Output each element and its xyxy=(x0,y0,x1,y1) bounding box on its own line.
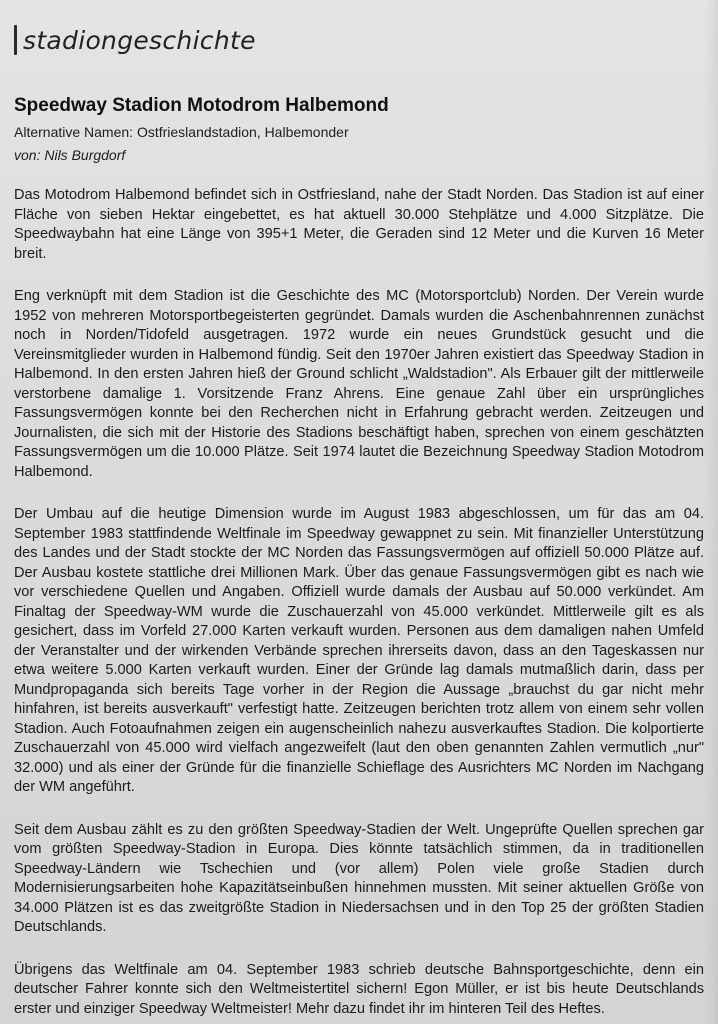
author-line: von: Nils Burgdorf xyxy=(14,147,126,163)
paragraph-expansion-1983: Der Umbau auf die heutige Dimension wurde im August 1983 abgeschlossen, um für das am 04. September 1983 stattfindende Weltfinale im Speedway gewappnet zu sein. Mit finanzieller Unterstützung des Landes und der Stadt stockte der MC Norden das Fassungsvermögen auf offiziell 50.000 Plätze auf. Der Ausbau kostete stattliche drei Millionen Mark. Über das genaue Fassungsvermögen gibt es nach wie vor verschiedene Quellen und Angaben. Offiziell wurde damals der Ausbau auf 50.000 verkündet. Am Finaltag der Speedway-WM wurde die Zuschauerzahl von 45.000 verkündet. Mittlerweile gilt es als gesichert, dass im Vorfeld 27.000 Karten verkauft wurden. Personen aus dem damaligen nahen Umfeld der Veranstalter und der wirkenden Verbände sprechen ihrerseits davon, dass an den Tageskassen nur etwa weitere 5.000 Karten verkauft wurden. Einer der Gründe lag damals mutmaßlich darin, dass per Mundpropaganda sich bereits Tage vorher in der Region die Aussage „brauchst du gar nicht mehr hinfahren, ist bereits ausverkauft" verfestigt hatte. Zeitzeugen berichten trotz allem von einem sehr vollen Stadion. Auch Fotoaufnahmen zeigen ein augenscheinlich nahezu ausverkauftes Stadion. Die kolportierte Zuschauerzahl von 45.000 wird vielfach angezweifelt (laut den oben genannten Zahlen vermutlich „nur" 32.000) und als einer der Gründe für die finanzielle Schieflage des Ausrichters MC Norden im Nachgang der WM angeführt. xyxy=(14,506,704,795)
section-header-text: stadiongeschichte xyxy=(23,25,256,55)
header-divider-bar xyxy=(14,25,17,55)
paragraph-world-final: Übrigens das Weltfinale am 04. September 1983 schrieb deutsche Bahnsportgeschichte, denn ein deutscher Fahrer konnte sich den Weltmeistertitel sichern! Egon Müller, er ist bis heute Deutschlands erster und einziger Speedway Weltmeister! Mehr dazu findet ihr im hinteren Teil des Heftes. xyxy=(14,961,704,1017)
alternative-names: Alternative Namen: Ostfrieslandstadion, Halbemonder xyxy=(14,124,349,140)
paragraph-largest-stadiums: Seit dem Ausbau zählt es zu den größten Speedway-Stadien der Welt. Ungeprüfte Quellen sprechen gar vom größten Speedway-Stadion in Europa. Dies könnte tatsächlich stimmen, da in traditionellen Speedway-Ländern wie Tschechien und (vor allem) Polen viele große Stadien durch Modernisierungsarbeiten hohe Kapazitätseinbußen hinnehmen mussten. Mit seiner aktuellen Größe von 34.000 Plätzen ist es das zweitgrößte Stadion in Niedersachsen und in den Top 25 der größten Stadien Deutschlands. xyxy=(14,821,704,935)
page-fold-shadow xyxy=(704,0,718,1024)
article-body xyxy=(14,186,704,1024)
section-header xyxy=(14,20,256,60)
paragraph-location: Das Motodrom Halbemond befindet sich in Ostfriesland, nahe der Stadt Norden. Das Stadion ist auf einer Fläche von sieben Hektar eingebettet, es hat aktuell 30.000 Stehplätze und 4.000 Sitzplätze. Die Speedwaybahn hat eine Länge von 395+1 Meter, die Geraden sind 12 Meter und die Kurven 16 Meter breit. xyxy=(14,187,704,262)
paragraph-club-history: Eng verknüpft mit dem Stadion ist die Geschichte des MC (Motorsportclub) Norden. Der Verein wurde 1952 von mehreren Motorsportbegeisterten gegründet. Damals wurden die Aschenbahnrennen zunächst noch in Norden/Tidofeld ausgetragen. 1972 wurde ein neues Grundstück gesucht und die Vereinsmitglieder wurden in Halbemond fündig. Seit den 1970er Jahren existiert das Speedway Stadion in Halbemond. In den ersten Jahren hieß der Ground schlicht „Waldstadion". Als Erbauer gilt der mittlerweile verstorbene damalige 1. Vorsitzende Franz Ahrens. Eine genaue Zahl über ein ursprüngliches Fassungsvermögen konnte bei den Recherchen nicht in Erfahrung gebracht werden. Zeitzeugen und Journalisten, die sich mit der Historie des Stadions beschäftigt haben, sprechen von einem geschätzten Fassungsvermögen um die 10.000 Plätze. Seit 1974 lautet die Bezeichnung Speedway Stadion Motodrom Halbemond. xyxy=(14,288,704,480)
article-title: Speedway Stadion Motodrom Halbemond xyxy=(14,95,389,116)
